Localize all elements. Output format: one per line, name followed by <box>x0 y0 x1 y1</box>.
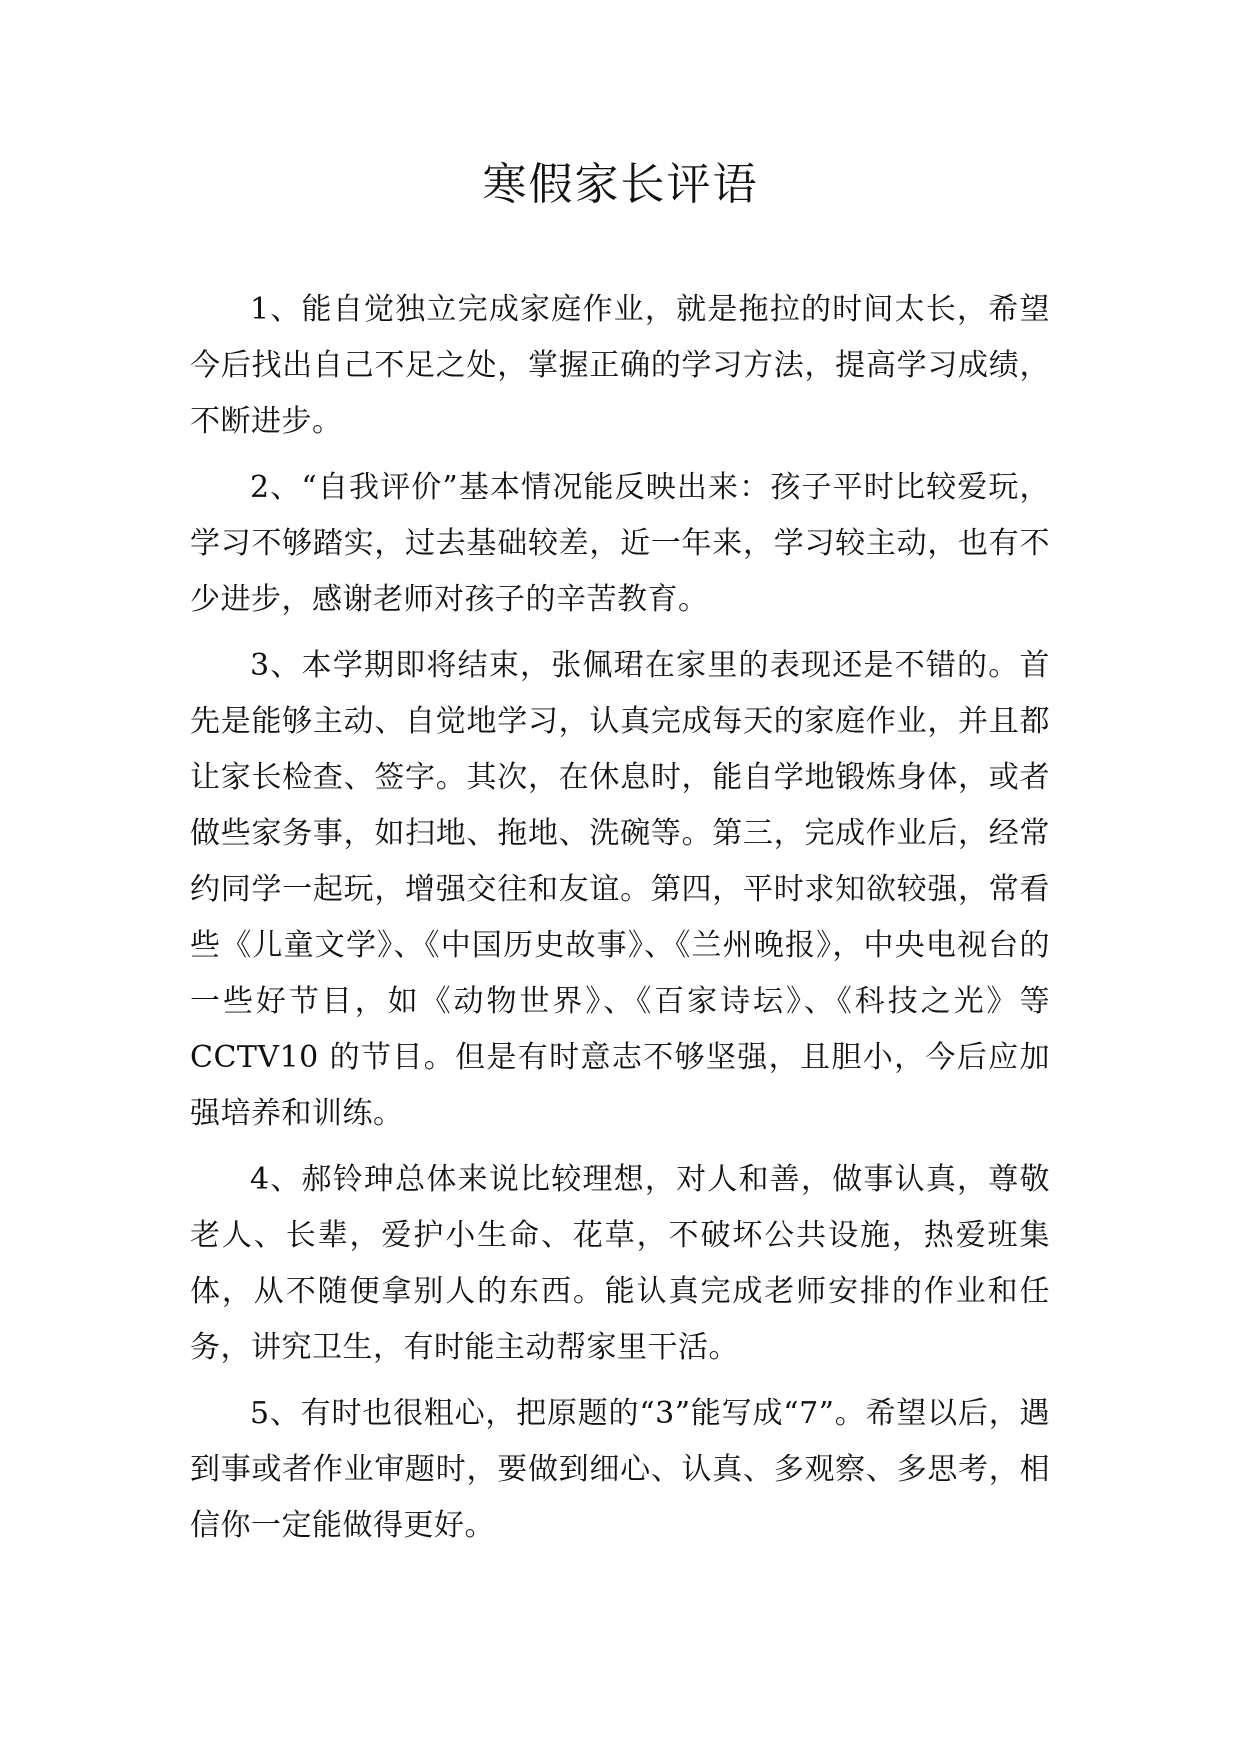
page-title: 寒假家长评语 <box>482 159 759 210</box>
document-body <box>190 282 1050 1564</box>
paragraph-3: 3、本学期即将结束，张佩珺在家里的表现还是不错的。首先是能够主动、自觉地学习，认真完成每天的家庭作业，并且都让家长检查、签字。其次，在休息时，能自学地锻炼身体，或者做些家务事，如扫地、拖地、洗碗等。第三，完成作业后，经常约同学一起玩，增强交往和友谊。第四，平时求知欲较强，常看些《儿童文学》、《中国历史故事》、《兰州晚报》，中央电视台的一些好节目，如《动物世界》、《百家诗坛》、《科技之光》等 CCTV10 的节目。但是有时意志不够坚强，且胆小，今后应加强培养和训练。 <box>190 648 1050 1131</box>
paragraph-2: 2、“自我评价”基本情况能反映出来：孩子平时比较爱玩，学习不够踏实，过去基础较差，近一年来，学习较主动，也有不少进步，感谢老师对孩子的辛苦教育。 <box>190 470 1050 617</box>
paragraph-4: 4、郝铃珅总体来说比较理想，对人和善，做事认真，尊敬老人、长辈，爱护小生命、花草，不破坏公共设施，热爱班集体，从不随便拿别人的东西。能认真完成老师安排的作业和任务，讲究卫生，有时能主动帮家里干活。 <box>190 1162 1050 1365</box>
paragraph-1: 1、能自觉独立完成家庭作业，就是拖拉的时间太长，希望今后找出自己不足之处，掌握正确的学习方法，提高学习成绩，不断进步。 <box>190 292 1050 439</box>
paragraph-5: 5、有时也很粗心，把原题的“3”能写成“7”。希望以后，遇到事或者作业审题时，要做到细心、认真、多观察、多思考，相信你一定能做得更好。 <box>190 1396 1050 1543</box>
